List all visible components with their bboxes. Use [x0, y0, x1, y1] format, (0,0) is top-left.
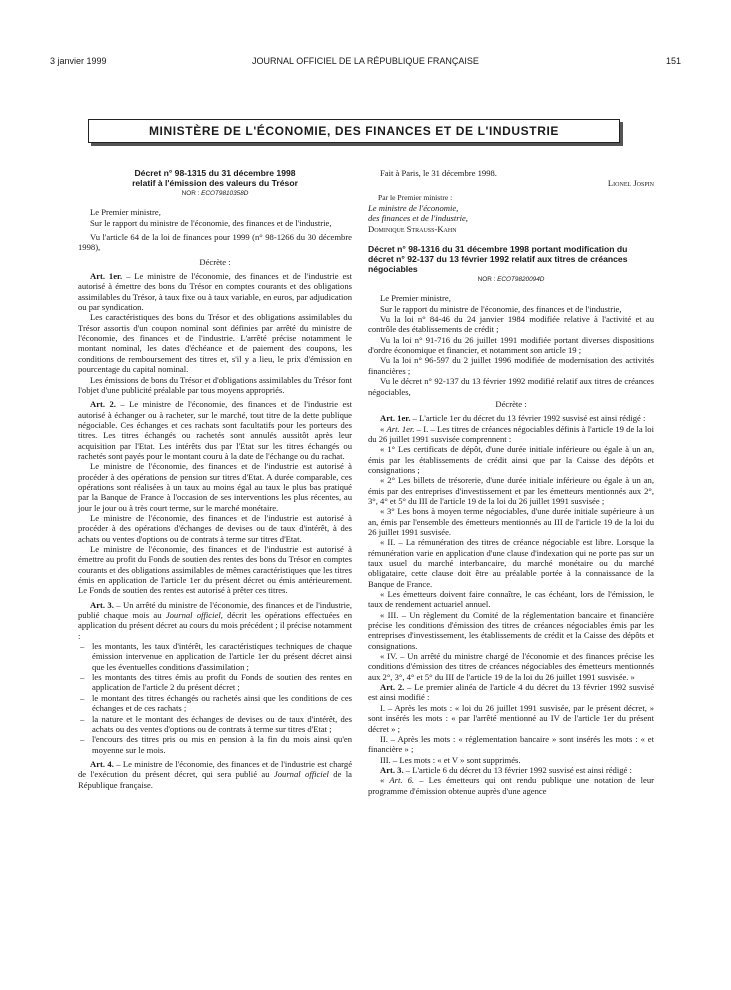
- paragraph: Les caractéristiques des bons du Trésor et des obligations assimilables du Trésor assortis d'un coupon nominal sont définies par arrêté du ministre de l'économie, des finances et de l'industrie. L'arrêté précise notamment le montant nominal, les dates d'échéance et de paiement des coupons, les conditions de remboursement des titres et, s'il y a lieu, le prix d'émission en pourcentage du capital nominal.: [78, 312, 352, 375]
- nor-code: ECOT9820094D: [497, 276, 545, 284]
- decrete-heading: Décrète :: [199, 256, 231, 267]
- article-label: Art. 1er.: [380, 413, 411, 424]
- ministry-title: MINISTÈRE DE L'ÉCONOMIE, DES FINANCES ET DE L'INDUSTRIE: [148, 124, 560, 138]
- decree1-title-line2: relatif à l'émission des valeurs du Trésor: [132, 178, 298, 188]
- ministry-banner: [88, 119, 620, 143]
- article-1: [78, 271, 352, 312]
- article-text: – L'article 1er du décret du 13 février 1992 susvisé est ainsi rédigé :: [410, 413, 646, 424]
- quoted-paragraph: « 3° Les bons à moyen terme négociables, d'une durée initiale supérieure à un an, émis par l'ensemble des émetteurs mentionnés au III de l'article 19 de la loi du 26 juillet 1991 susvisée.: [368, 506, 654, 537]
- nor-label: NOR :: [477, 276, 498, 284]
- quoted-article-label: Art. 1er.: [386, 423, 415, 434]
- paragraph: Sur le rapport du ministre de l'économie, des finances et de l'industrie,: [380, 303, 622, 314]
- paragraph: Vu la loi n° 91-716 du 26 juillet 1991 modifiée portant diverses dispositions d'ordre économique et financier, et notamment son article 19 ;: [368, 334, 654, 356]
- decree1-title-line1: Décret n° 98-1315 du 31 décembre 1998: [134, 168, 296, 178]
- signature-date: Fait à Paris, le 31 décembre 1998.: [380, 168, 497, 178]
- quoted-paragraph: [368, 775, 654, 796]
- article-2: [78, 399, 352, 461]
- minister-name: Dominique Strauss-Kahn: [368, 223, 457, 234]
- quoted-paragraph: [368, 424, 654, 445]
- quoted-paragraph: « 1° Les certificats de dépôt, d'une durée initiale inférieure ou égale à un an, émis par les établissements de crédit ainsi que par la Caisse des dépôts et consignations ;: [368, 444, 654, 475]
- article-1: [368, 413, 654, 423]
- quote-text: – I. – Les titres de créances négociables définis à l'article 19 de la loi du 26 juillet 1991 susvisée comprennent :: [368, 423, 654, 444]
- article-text: – Le ministre de l'économie, des finances et de l'industrie est autorisé à émettre des bons du Trésor en comptes courants et des obligations assimilables du Trésor, à taux fixe ou à taux variable, en euros, par adjudication ou par syndication.: [78, 271, 352, 313]
- article-text: , décrit les opérations effectuées en application du présent décret au cours du mois précédent ; il précise notamment :: [78, 610, 352, 641]
- paragraph: Les émissions de bons du Trésor et d'obligations assimilables du Trésor font l'objet d'une publicité préalable par tous moyens appropriés.: [78, 374, 352, 395]
- left-column: [78, 168, 352, 790]
- list-item: [78, 734, 352, 755]
- decree1-nor: [78, 189, 352, 199]
- article-label: Art. 3.: [90, 599, 114, 610]
- paragraph: Sur le rapport du ministre de l'économie, des finances et de l'industrie,: [90, 217, 332, 228]
- dash: –: [80, 692, 85, 703]
- quote-text: – Les émetteurs qui ont rendu publique une notation de leur programme d'émission obtenue auprès d'une agence: [368, 775, 654, 796]
- list-item: [78, 714, 352, 735]
- paragraph: Le ministre de l'économie, des finances et de l'industrie est autorisé à émettre au profit du Fonds de soutien des rentes des bons du Trésor en comptes courants et des obligations assimilables de mêmes caractéristiques que les titres émis en application de l'article 1er du présent décret ou émis antérieurement. Le Fonds de soutien des rentes est autorisé à prêter ces titres.: [78, 544, 352, 596]
- dash: –: [80, 713, 85, 724]
- journal-officiel-ref: Journal officiel: [165, 610, 221, 621]
- decrete-heading: Décrète :: [495, 398, 527, 409]
- list-item: [78, 693, 352, 714]
- list-item-text: les montants, les taux d'intérêt, les caractéristiques techniques de chaque émission intervenue en application de l'article 1er du présent décret ainsi que les éventuelles conditions d'assimilation ;: [92, 641, 352, 672]
- quoted-article-label: Art. 6.: [389, 775, 415, 786]
- quoted-paragraph: « IV. – Un arrêté du ministre chargé de l'économie et des finances précise les conditions d'émission des titres de créances négociables des émetteurs mentionnés aux 2°, 3°, 4° et 5° du III de l'article 19 de la loi du 26 juillet 1991 susvisée. »: [368, 651, 654, 682]
- journal-title: JOURNAL OFFICIEL DE LA RÉPUBLIQUE FRANÇAISE: [252, 56, 479, 66]
- article-text: – L'article 6 du décret du 13 février 1992 susvisé est ainsi rédigé :: [403, 764, 632, 775]
- paragraph: II. – Après les mots : « réglementation bancaire » sont insérés les mots : « et financière » ;: [368, 733, 654, 755]
- issue-date: 3 janvier 1999: [50, 56, 107, 66]
- minister-role: Le ministre de l'économie,: [368, 203, 459, 214]
- nor-label: NOR :: [181, 190, 202, 197]
- paragraph: I. – Après les mots : « loi du 26 juillet 1991 susvisée, par le présent décret, » sont insérés les mots : « par l'arrêté mentionné au IV de l'article 1er du présent décret » ;: [368, 702, 654, 734]
- dash: –: [80, 672, 85, 683]
- list-item-text: le montant des titres échangés ou rachetés ainsi que les conditions de ces échanges et de ces rachats ;: [92, 692, 352, 714]
- list-item: [78, 672, 352, 693]
- paragraph: Le Premier ministre,: [380, 293, 451, 304]
- article-text: de la République française.: [78, 769, 352, 790]
- article-text: – Le premier alinéa de l'article 4 du décret du 13 février 1992 susvisé est ainsi modifié :: [368, 682, 655, 703]
- page-header: [50, 56, 681, 70]
- list-item-text: l'encours des titres pris ou mis en pension à la fin du mois ainsi qu'en moyenne sur le mois.: [92, 734, 352, 755]
- article-3: [78, 600, 352, 641]
- paragraph: Vu la loi n° 84-46 du 24 janvier 1984 modifiée relative à l'activité et au contrôle des établissements de crédit ;: [368, 314, 654, 335]
- article-label: Art. 1er.: [90, 271, 123, 282]
- quote-mark: «: [380, 423, 387, 434]
- decree2-title: Décret n° 98-1316 du 31 décembre 1998 portant modification du décret n° 92-137 du 13 février 1992 relatif aux titres de créances négociables: [368, 244, 628, 275]
- paragraph: Le ministre de l'économie, des finances et de l'industrie est autorisé à procéder à des opérations de pension sur titres d'Etat. A durée comparable, ces opérations sont réalisées à un taux au moins égal au taux le plus bas pratiqué par la Banque de France à l'occasion de ses interventions les plus récentes, au jour le jour ou à très court terme, sur le marché monétaire.: [78, 461, 352, 513]
- quoted-paragraph: « 2° Les billets de trésorerie, d'une durée initiale inférieure ou égale à un an, émis par des entreprises d'investissement et par les émetteurs mentionnés aux 2°, 3°, 4° et 5° du III de l'article 19 de la loi du 26 juillet 1991 susvisée ;: [368, 475, 654, 506]
- article-label: Art. 4.: [90, 758, 114, 769]
- signer-name: Lionel Jospin: [607, 178, 654, 189]
- article-label: Art. 2.: [90, 399, 116, 410]
- quote-mark: «: [380, 775, 390, 786]
- paragraph: Le Premier ministre,: [90, 207, 161, 218]
- article-4: [78, 759, 352, 790]
- paragraph: Vu l'article 64 de la loi de finances pour 1999 (n° 98-1266 du 30 décembre 1998),: [78, 232, 352, 253]
- dash: –: [80, 734, 85, 745]
- article-2: [368, 682, 654, 703]
- article-label: Art. 2.: [380, 682, 405, 693]
- article-3: [368, 765, 654, 775]
- nor-code: ECOT9810358D: [201, 190, 249, 197]
- dash: –: [80, 641, 85, 652]
- journal-officiel-ref: Journal officiel: [273, 769, 329, 780]
- paragraph: Le ministre de l'économie, des finances et de l'industrie est autorisé à procéder à des opérations d'échanges de devises ou de taux d'intérêt, à des achats ou ventes d'options ou de contrats à terme sur titres d'Etat.: [78, 512, 352, 544]
- decree2-nor: [368, 275, 654, 285]
- list-item-text: la nature et le montant des échanges de devises ou de taux d'intérêt, des achats ou des ventes d'options ou de contrats à terme sur titres d'Etat ;: [92, 713, 352, 734]
- list-item: [78, 641, 352, 672]
- article-text: – Le ministre de l'économie, des finances et de l'industrie est autorisé à échanger ou à racheter, sur le marché, tout titre de la dette publique négociable. Ces échanges et ces rachats sont facultatifs pour les porteurs des titres. Les titres échangés ou rachetés sont annulés aussitôt après leur acquisition par l'Etat. Les intérêts dus par l'Etat sur les titres échangés ou rachetés sont payés pour le montant couru à la date de l'échange ou du rachat.: [78, 399, 353, 461]
- minister-role: des finances et de l'industrie,: [368, 213, 468, 224]
- page-number: 151: [665, 56, 681, 66]
- paragraph: Vu la loi n° 96-597 du 2 juillet 1996 modifiée de modernisation des activités financières ;: [368, 355, 654, 376]
- quoted-paragraph: « III. – Un règlement du Comité de la réglementation bancaire et financière précise les conditions d'émission des titres de créances négociables émis par les entreprises d'investissement, les établissements de crédit et la Caisse des dépôts et consignations.: [368, 609, 654, 651]
- paragraph: III. – Les mots : « et V » sont supprimés.: [380, 754, 521, 765]
- signature-by: Par le Premier ministre :: [378, 192, 453, 202]
- article-text: – Un arrêté du ministre de l'économie, des finances et de l'industrie, publié chaque mois au: [78, 599, 353, 621]
- article-text: – Le ministre de l'économie, des finances et de l'industrie est chargé de l'exécution du présent décret, qui sera publié au: [78, 758, 353, 780]
- article-label: Art. 3.: [380, 764, 404, 775]
- quoted-paragraph: « Les émetteurs doivent faire connaître, le cas échéant, lors de l'émission, le taux de rendement actuariel annuel.: [368, 589, 654, 610]
- paragraph: Vu le décret n° 92-137 du 13 février 1992 modifié relatif aux titres de créances négociables,: [368, 376, 654, 397]
- list-item-text: les montants des titres émis au profit du Fonds de soutien des rentes en application de l'article 2 du présent décret ;: [92, 672, 352, 693]
- quoted-paragraph: « II. – La rémunération des titres de créance négociable est libre. Lorsque la rémunération varie en application d'une clause d'indexation qui ne porte pas sur un taux usuel du marché interbancaire, du marché monétaire ou du marché obligataire, cette clause doit être au préalable portée à la connaissance de la Banque de France.: [368, 537, 654, 589]
- right-column: [368, 168, 654, 796]
